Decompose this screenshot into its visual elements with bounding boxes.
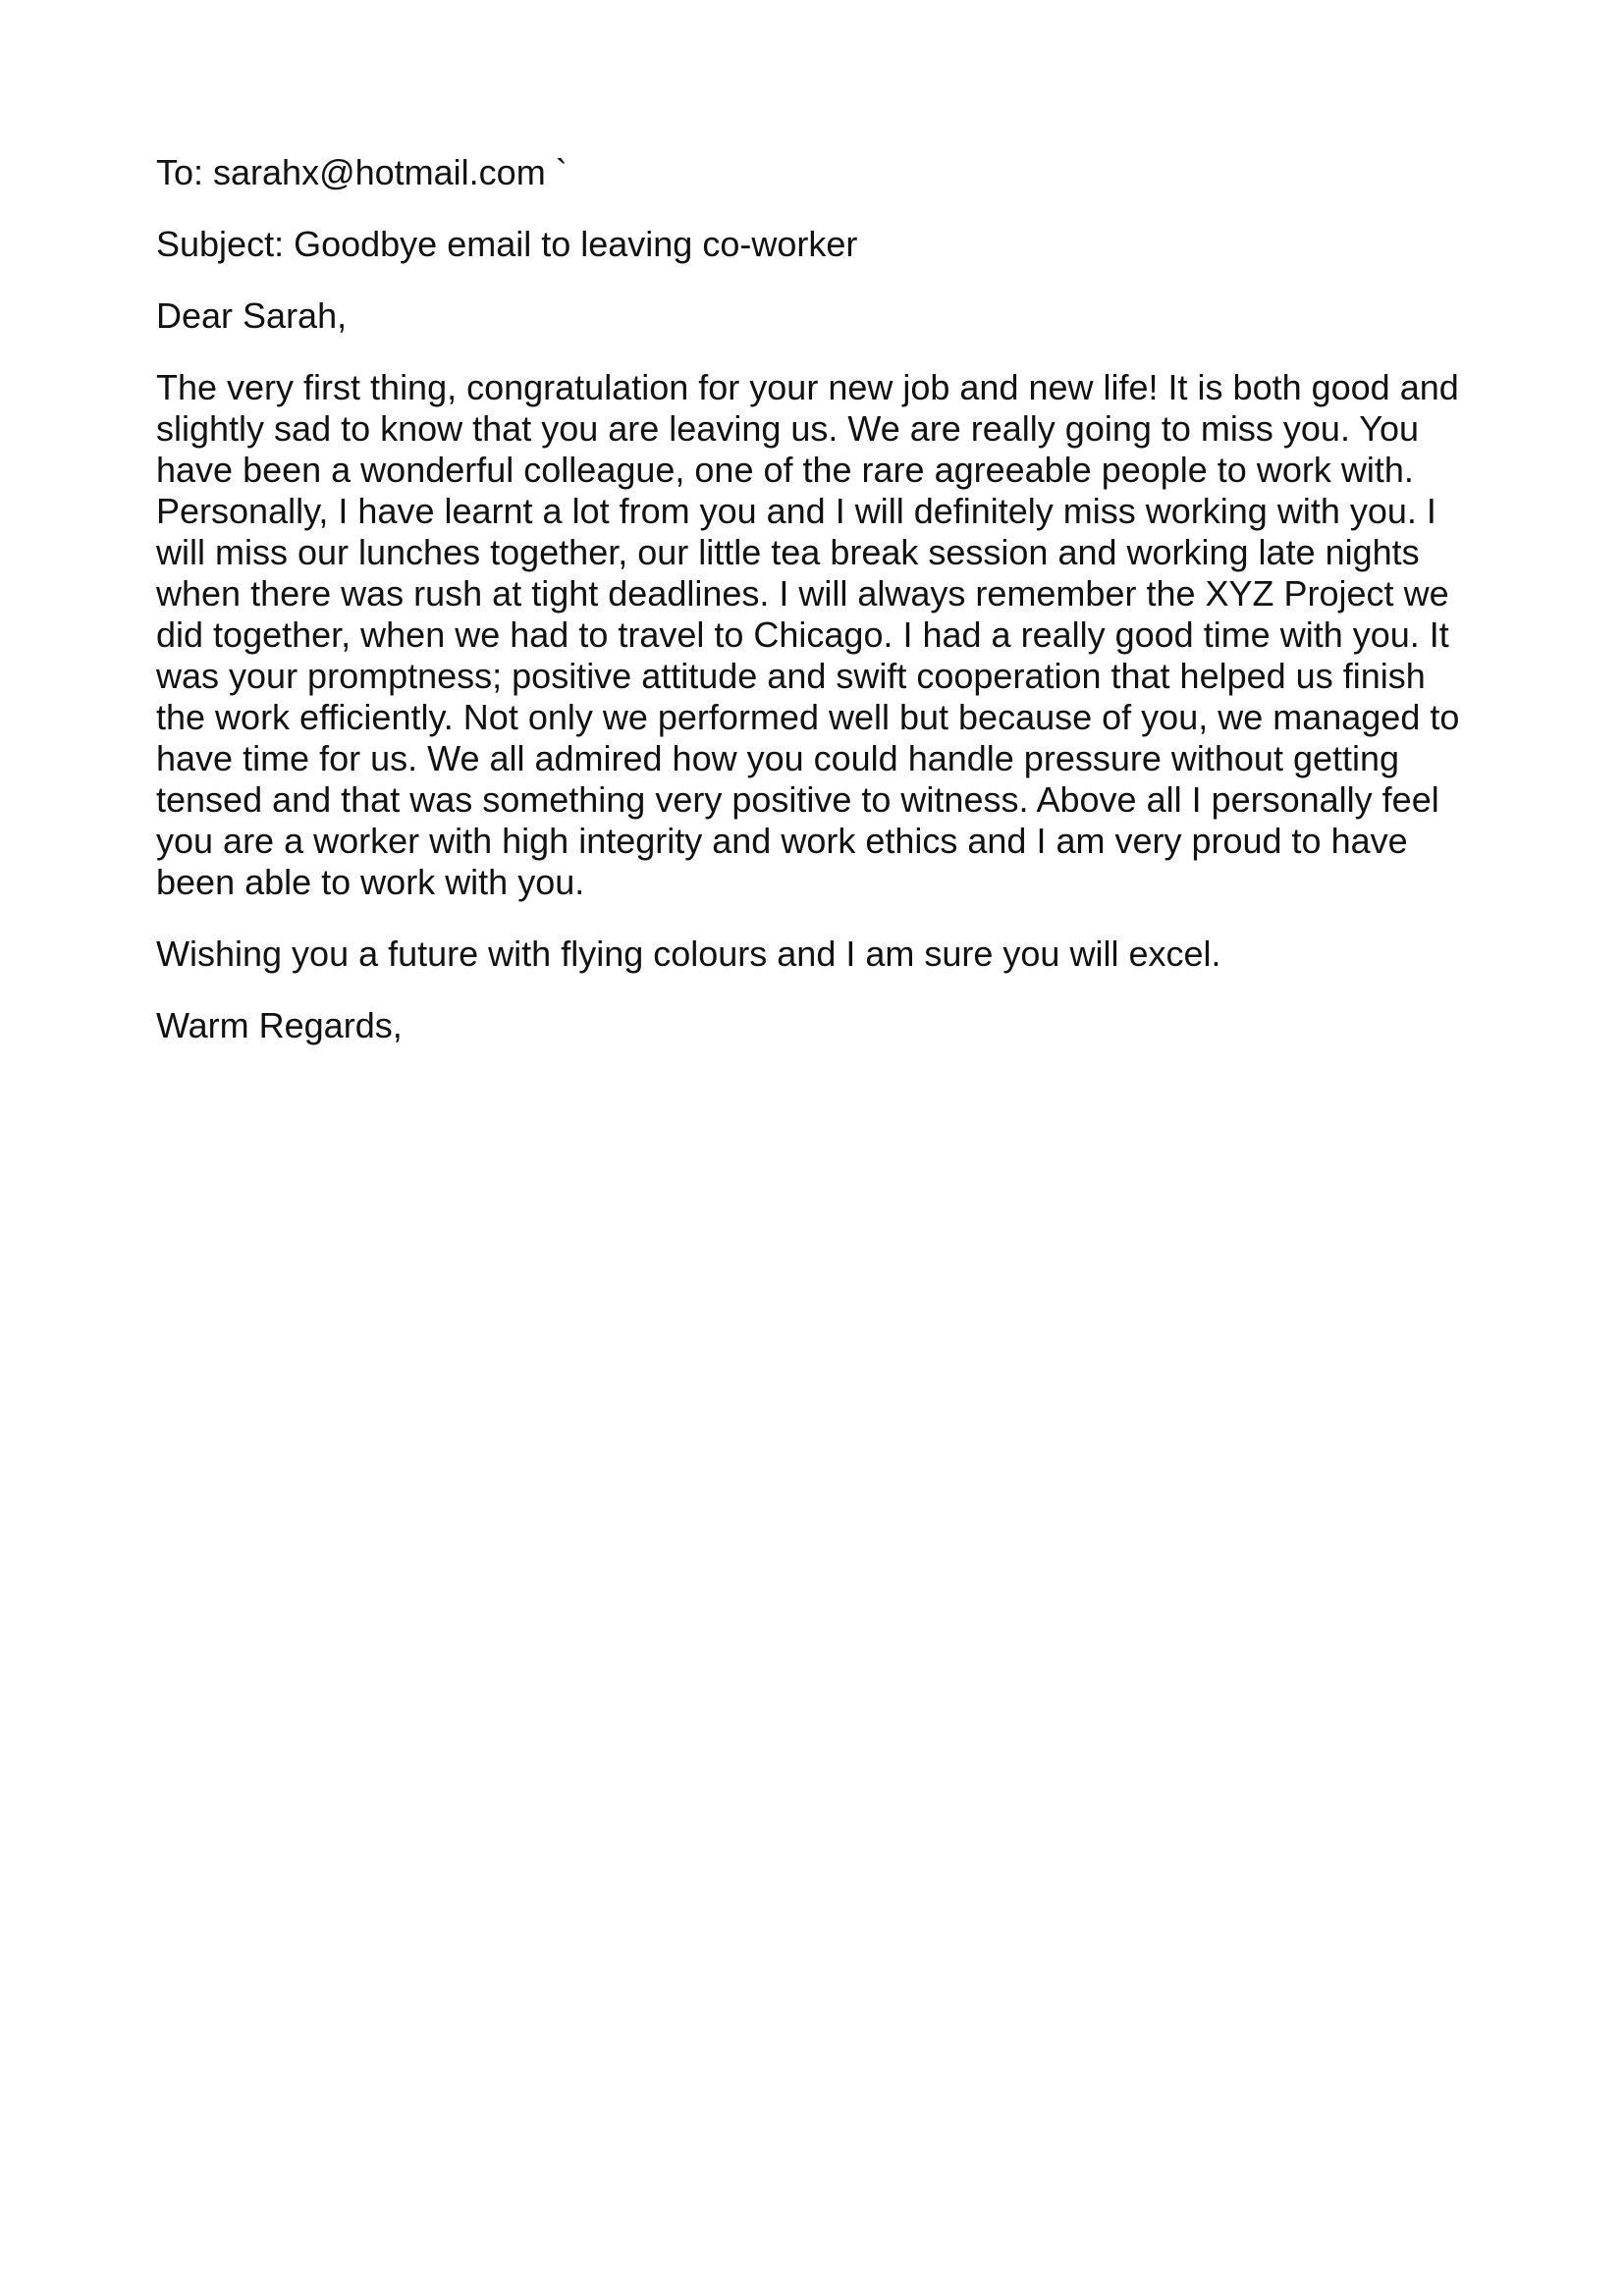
body-line: did together, when we had to travel to Chicago. I had a really good time with you. It: [156, 614, 1449, 655]
body-line: will miss our lunches together, our little tea break session and working late nights: [156, 532, 1420, 572]
body-line: been able to work with you.: [156, 862, 585, 902]
body-line: was your promptness; positive attitude and swift cooperation that helped us finish: [156, 656, 1426, 696]
body-line: when there was rush at tight deadlines. I will always remember the XYZ Project we: [156, 573, 1449, 614]
salutation: Dear Sarah,: [156, 295, 348, 336]
body-line: have time for us. We all admired how you could handle pressure without getting: [156, 738, 1400, 778]
email-letter: [156, 152, 1491, 1077]
body-line: you are a worker with high integrity and work ethics and I am very proud to have: [156, 821, 1408, 861]
body-paragraph: [156, 367, 1491, 903]
body-line: the work efficiently. Not only we performed well but because of you, we managed to: [156, 697, 1460, 737]
body-line: tensed and that was something very positive to witness. Above all I personally feel: [156, 779, 1439, 820]
wishes-line: Wishing you a future with flying colours and I am sure you will excel.: [156, 934, 1221, 974]
body-line: have been a wonderful colleague, one of the rare agreeable people to work with.: [156, 450, 1414, 490]
subject-line: Subject: Goodbye email to leaving co-worker: [156, 224, 858, 264]
body-line: Personally, I have learnt a lot from you and I will definitely miss working with you. I: [156, 491, 1436, 531]
to-line: To: sarahx@hotmail.com `: [156, 152, 568, 192]
body-line: slightly sad to know that you are leaving us. We are really going to miss you. You: [156, 408, 1420, 449]
closing-line: Warm Regards,: [156, 1005, 403, 1045]
body-line: The very first thing, congratulation for your new job and new life! It is both good and: [156, 367, 1459, 407]
